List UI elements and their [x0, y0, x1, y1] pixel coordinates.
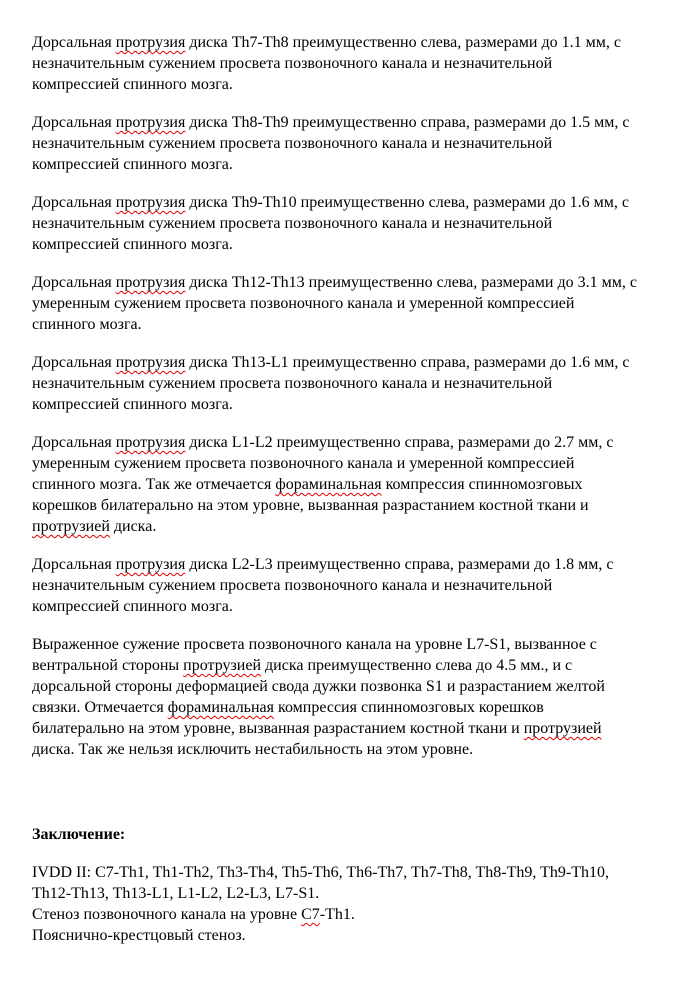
misspelled-word: протрузией [183, 657, 262, 674]
text-run: Дорсальная [32, 556, 116, 573]
misspelled-word: протрузия [115, 34, 186, 51]
paragraph-finding-l1-l2 [32, 432, 638, 537]
text-run: Дорсальная [32, 434, 116, 451]
conclusion-section [32, 862, 638, 946]
text-run: компрессия спинномозговых корешков билатерально на этом уровне, вызванная разрастанием костной ткани и [32, 476, 589, 514]
text-run: Дорсальная [32, 354, 116, 371]
paragraph-finding-th8-th9 [32, 112, 638, 175]
misspelled-word: протрузия [115, 274, 186, 291]
paragraph-finding-th7-th8 [32, 32, 638, 95]
findings-section [32, 32, 638, 760]
text-run: компрессия спинномозговых корешков билатерально на этом уровне, вызванная разрастанием костной ткани и [32, 699, 544, 737]
misspelled-word: протрузия [115, 434, 186, 451]
text-run: Стеноз позвоночного канала на уровне [32, 906, 302, 923]
text-run: диска L1-L2 преимущественно справа, размерами до 2.7 мм, с умеренным сужением просвета позвоночного канала и умеренной компрессией спинного мозга. Так же отмечается [32, 434, 614, 493]
text-run: диска Th9-Th10 преимущественно слева, размерами до 1.6 мм, с незначительным сужением просвета позвоночного канала и незначительной компрессией спинного мозга. [32, 194, 629, 253]
text-run: Дорсальная [32, 194, 116, 211]
text-run: диска L2-L3 преимущественно справа, размерами до 1.8 мм, с незначительным сужением просвета позвоночного канала и незначительной компрессией спинного мозга. [32, 556, 614, 615]
misspelled-word: протрузия [115, 556, 186, 573]
paragraph-finding-l2-l3 [32, 554, 638, 617]
text-run: Дорсальная [32, 34, 116, 51]
misspelled-word: С7 [301, 906, 320, 923]
paragraph-finding-l7-s1 [32, 634, 638, 760]
conclusion-ivdd-list [32, 862, 638, 904]
text-run: диска Th12-Th13 преимущественно слева, размерами до 3.1 мм, с умеренным сужением просвета позвоночного канала и умеренной компрессией спинного мозга. [32, 274, 637, 333]
misspelled-word: протрузия [115, 354, 186, 371]
paragraph-finding-th13-l1 [32, 352, 638, 415]
conclusion-lumbosacral-stenosis [32, 925, 638, 946]
text-run: диска. Так же нельзя исключить нестабильность на этом уровне. [32, 741, 474, 758]
text-run: диска преимущественно слева до 4.5 мм., и с дорсальной стороны деформацией свода дужки позвонка S1 и разрастанием желтой связки. Отмечается [32, 657, 605, 716]
text-run: -Th1. [319, 906, 355, 923]
misspelled-word: фораминальная [275, 476, 382, 493]
conclusion-heading: Заключение: [32, 826, 126, 843]
misspelled-word: протрузия [115, 114, 186, 131]
paragraph-finding-th12-th13 [32, 272, 638, 335]
text-run: Дорсальная [32, 274, 116, 291]
text-run: Пояснично-крестцовый стеноз. [32, 927, 246, 944]
misspelled-word: фораминальная [167, 699, 274, 716]
misspelled-word: протрузией [523, 720, 602, 737]
text-run: диска. [109, 518, 157, 535]
text-run: диска Th7-Th8 преимущественно слева, размерами до 1.1 мм, с незначительным сужением просвета позвоночного канала и незначительной компрессией спинного мозга. [32, 34, 621, 93]
text-run: IVDD II: C7-Th1, Th1-Th2, Th3-Th4, Th5-Th6, Th6-Th7, Th7-Th8, Th8-Th9, Th9-Th10, Th12-Th13, Th13-L1, L1-L2, L2-L3, L7-S1. [32, 864, 609, 902]
conclusion-stenosis-c7-th1 [32, 904, 638, 925]
text-run: диска Th8-Th9 преимущественно справа, размерами до 1.5 мм, с незначительным сужением просвета позвоночного канала и незначительной компрессией спинного мозга. [32, 114, 630, 173]
misspelled-word: протрузия [115, 194, 186, 211]
text-run: Выраженное сужение просвета позвоночного канала на уровне L7-S1, вызванное с вентральной стороны [32, 636, 597, 674]
paragraph-finding-th9-th10 [32, 192, 638, 255]
text-run: Дорсальная [32, 114, 116, 131]
text-run: диска Th13-L1 преимущественно справа, размерами до 1.6 мм, с незначительным сужением просвета позвоночного канала и незначительной компрессией спинного мозга. [32, 354, 630, 413]
misspelled-word: протрузией [32, 518, 110, 535]
